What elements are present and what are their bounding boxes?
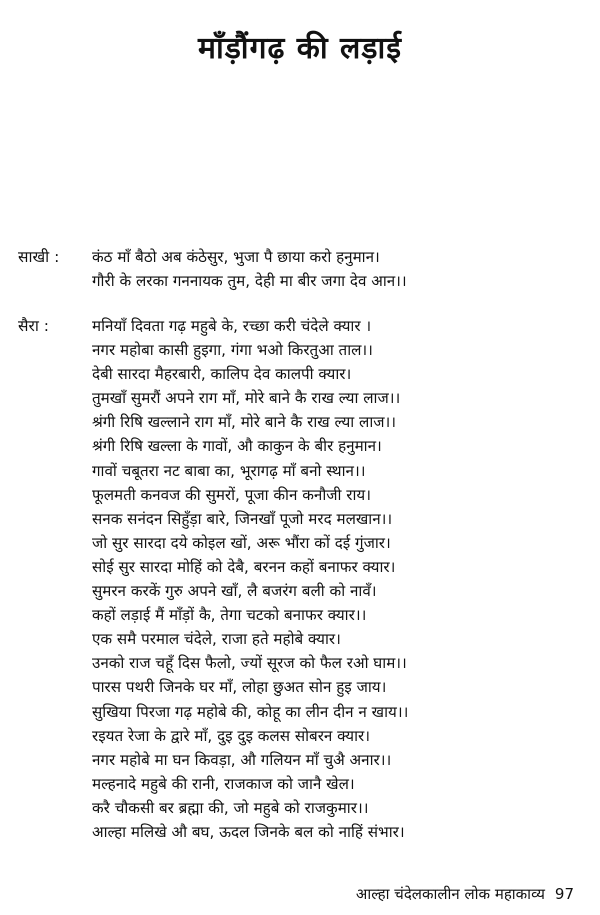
sakhi-label: साखी : <box>18 248 60 266</box>
verse-line: गौरी के लरका गननायक तुम, देही मा बीर जगा देव आन।। <box>92 272 407 291</box>
verse-line: करै चौकसी बर ब्रह्मा की, जो महुबे को राजकुमार।। <box>92 798 369 817</box>
verse-line: तुमखाँ सुमरौं अपने राग माँ, मोरे बाने कै राख ल्या लाज।। <box>92 389 401 408</box>
verse-line: सुखिया पिरजा गढ़ महोबे की, कोहू का लीन दीन न खाय।। <box>92 702 409 721</box>
verse-line: एक समै परमाल चंदेले, राजा हते महोबे क्यार। <box>92 630 341 649</box>
verse-line: देबी सारदा मैहरबारी, कालिप देव कालपी क्यार। <box>92 365 352 384</box>
verse-line: आल्हा मलिखे औ बघ, ऊदल जिनके बल को नाहिं संभार। <box>92 822 405 841</box>
verse-line: सुमरन करकें गुरु अपने खाँ, लै बजरंग बली को नावँ। <box>92 582 377 601</box>
page-footer <box>356 884 574 904</box>
saira-verse <box>92 314 588 844</box>
verse-line: पारस पथरी जिनके घर माँ, लोहा छुअत सोन हुइ जाय। <box>92 678 387 697</box>
verse-line: सोई सुर सारदा मोहिं को देबै, बरनन कहों बनाफर क्यार। <box>92 557 396 576</box>
book-title: आल्हा चंदेलकालीन लोक महाकाव्य <box>355 885 545 903</box>
verse-line: मनियाँ दिवता गढ़ महुबे के, रच्छा करी चंदेले क्यार । <box>92 317 372 335</box>
verse-line: कहों लड़ाई मैं माँड़ों कै, तेगा चटको बनाफर क्यार।। <box>92 606 367 625</box>
verse-line: सनक सनंदन सिहुँड़ा बारे, जिनखाँ पूजो मरद मलखान।। <box>92 509 393 528</box>
verse-line: श्रंगी रिषि खल्ला के गावों, औ काकुन के बीर हनुमान। <box>92 437 382 456</box>
verse-line: श्रंगी रिषि खल्लाने राग माँ, मोरे बाने कै राख ल्या लाज।। <box>92 413 397 432</box>
saira-label: सैरा : <box>18 317 49 335</box>
verse-line: नगर महोबा कासी हुइगा, गंगा भओ किरतुआ ताल।। <box>92 341 373 360</box>
verse-line: रइयत रेजा के द्वारे माँ, दुइ दुइ कलस सोबरन क्यार। <box>92 726 371 745</box>
sakhi-verse <box>92 245 588 293</box>
verse-line: कंठ माँ बैठो अब कंठेसुर, भुजा पै छाया करो हनुमान। <box>92 248 380 266</box>
verse-line: उनको राज चहूँ दिस फैलो, ज्यों सूरज को फैल रओ घाम।। <box>92 654 407 673</box>
verse-line: नगर महोबे मा घन किवड़ा, औ गलियन माँ चुअै अनार।। <box>92 750 392 769</box>
verse-line: गावों चबूतरा नट बाबा का, भूरागढ़ माँ बनो स्थान।। <box>92 461 366 480</box>
page-number: 97 <box>554 885 574 903</box>
verse-line: जो सुर सारदा दये कोइल खों, अरू भौंरा कों दई गुंजार। <box>92 533 391 552</box>
page-title: माँड़ौंगढ़ की लड़ाई <box>198 31 402 66</box>
verse-line: मल्हनादे महुबे की रानी, राजकाज को जानै खेल। <box>92 774 355 793</box>
verse-line: फूलमती कनवज की सुमरों, पूजा कीन कनौजी राय। <box>92 485 371 504</box>
